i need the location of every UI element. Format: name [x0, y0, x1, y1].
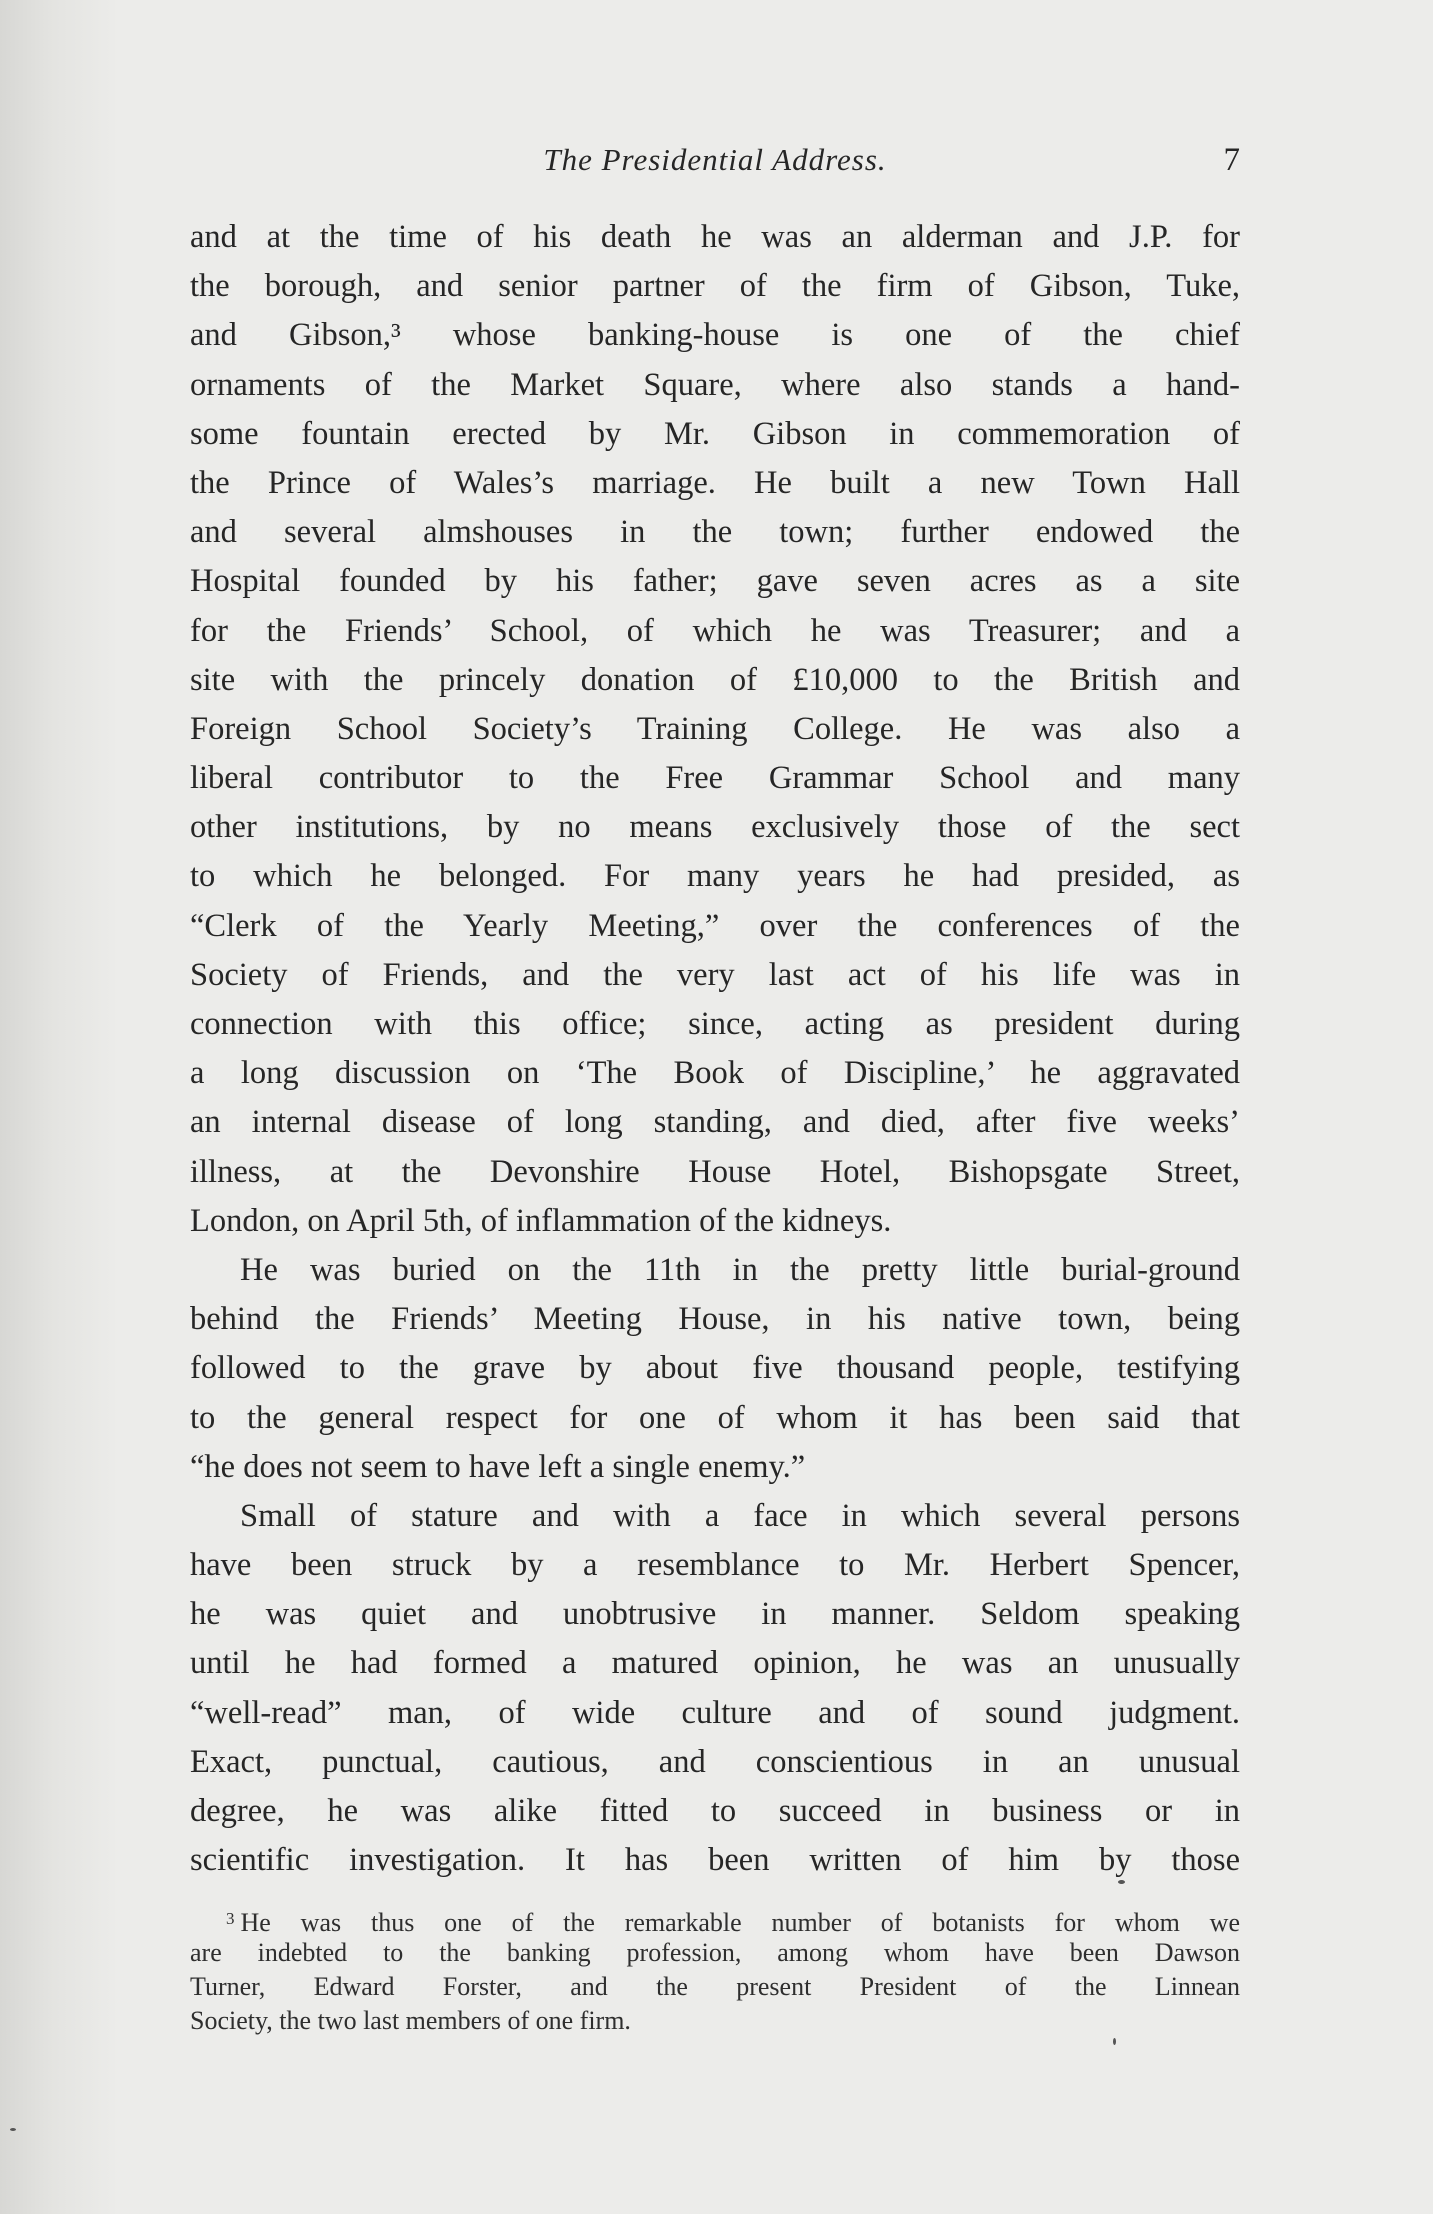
- body-text: [190, 213, 1240, 1885]
- text-line: Society of Friends, and the very last act of his life was in: [190, 956, 1240, 993]
- running-title: The Presidential Address.: [543, 142, 887, 177]
- text-line: illness, at the Devonshire House Hotel, Bishopsgate Street,: [190, 1153, 1240, 1190]
- text-line: for the Friends’ School, of which he was Treasurer; and a: [190, 612, 1240, 649]
- ink-speck: [1113, 2038, 1116, 2045]
- ink-speck: [1118, 1880, 1125, 1884]
- text-line: ornaments of the Market Square, where also stands a hand-: [190, 366, 1240, 403]
- text-line: to the general respect for one of whom it has been said that: [190, 1399, 1240, 1436]
- text-line: other institutions, by no means exclusively those of the sect: [190, 809, 1240, 846]
- running-header: [190, 138, 1240, 182]
- text-line: “Clerk of the Yearly Meeting,” over the conferences of the: [190, 907, 1240, 944]
- footnote-line: Society, the two last members of one firm.: [190, 2006, 631, 2035]
- text-line: liberal contributor to the Free Grammar School and many: [190, 760, 1240, 797]
- text-line: and at the time of his death he was an alderman and J.P. for: [190, 219, 1240, 255]
- footnote-line: Turner, Edward Forster, and the present President of the Linnean: [190, 1972, 1240, 2001]
- text-line: have been struck by a resemblance to Mr. Herbert Spencer,: [190, 1547, 1240, 1584]
- text-line: and several almshouses in the town; further endowed the: [190, 514, 1240, 551]
- text-line: an internal disease of long standing, and died, after five weeks’: [190, 1104, 1240, 1141]
- text-line: Hospital founded by his father; gave seven acres as a site: [190, 563, 1240, 600]
- text-line: a long discussion on ‘The Book of Discipline,’ he aggravated: [190, 1055, 1240, 1092]
- text-line: Small of stature and with a face in which several persons: [240, 1497, 1240, 1534]
- footnote-marker: 3: [226, 1909, 235, 1928]
- text-line: “well-read” man, of wide culture and of sound judgment.: [190, 1694, 1240, 1731]
- ink-speck: [10, 2128, 16, 2131]
- text-line: some fountain erected by Mr. Gibson in commemoration of: [190, 415, 1240, 452]
- footnote-line: are indebted to the banking profession, among whom have been Dawson: [190, 1938, 1240, 1967]
- page-number: 7: [1223, 142, 1240, 178]
- text-line: degree, he was alike fitted to succeed in business or in: [190, 1793, 1240, 1829]
- text-line: He was buried on the 11th in the pretty little burial-ground: [240, 1251, 1240, 1288]
- text-line: “he does not seem to have left a single enemy.”: [190, 1448, 806, 1485]
- text-line: London, on April 5th, of inflammation of the kidneys.: [190, 1202, 892, 1239]
- text-line: Foreign School Society’s Training College. He was also a: [190, 710, 1240, 747]
- text-line: he was quiet and unobtrusive in manner. Seldom speaking: [190, 1596, 1240, 1633]
- text-line: until he had formed a matured opinion, he was an unusually: [190, 1645, 1240, 1682]
- text-line: Exact, punctual, cautious, and conscientious in an unusual: [190, 1743, 1240, 1780]
- page-gutter-shadow: [0, 0, 120, 2214]
- text-line: behind the Friends’ Meeting House, in his native town, being: [190, 1301, 1240, 1338]
- text-line: the Prince of Wales’s marriage. He built a new Town Hall: [190, 464, 1240, 501]
- text-line: to which he belonged. For many years he had presided, as: [190, 858, 1240, 895]
- footnote-text: He was thus one of the remarkable number of botanists for whom we: [240, 1908, 1240, 1937]
- text-line: scientific investigation. It has been written of him by those: [190, 1842, 1240, 1879]
- text-line: and Gibson,³ whose banking-house is one of the chief: [190, 317, 1240, 354]
- footnote-line: [190, 1902, 1240, 1936]
- text-line: followed to the grave by about five thousand people, testifying: [190, 1350, 1240, 1387]
- text-line: site with the princely donation of £10,000 to the British and: [190, 661, 1240, 698]
- text-line: the borough, and senior partner of the firm of Gibson, Tuke,: [190, 268, 1240, 305]
- text-line: connection with this office; since, acting as president during: [190, 1006, 1240, 1042]
- footnote: [190, 1902, 1240, 2038]
